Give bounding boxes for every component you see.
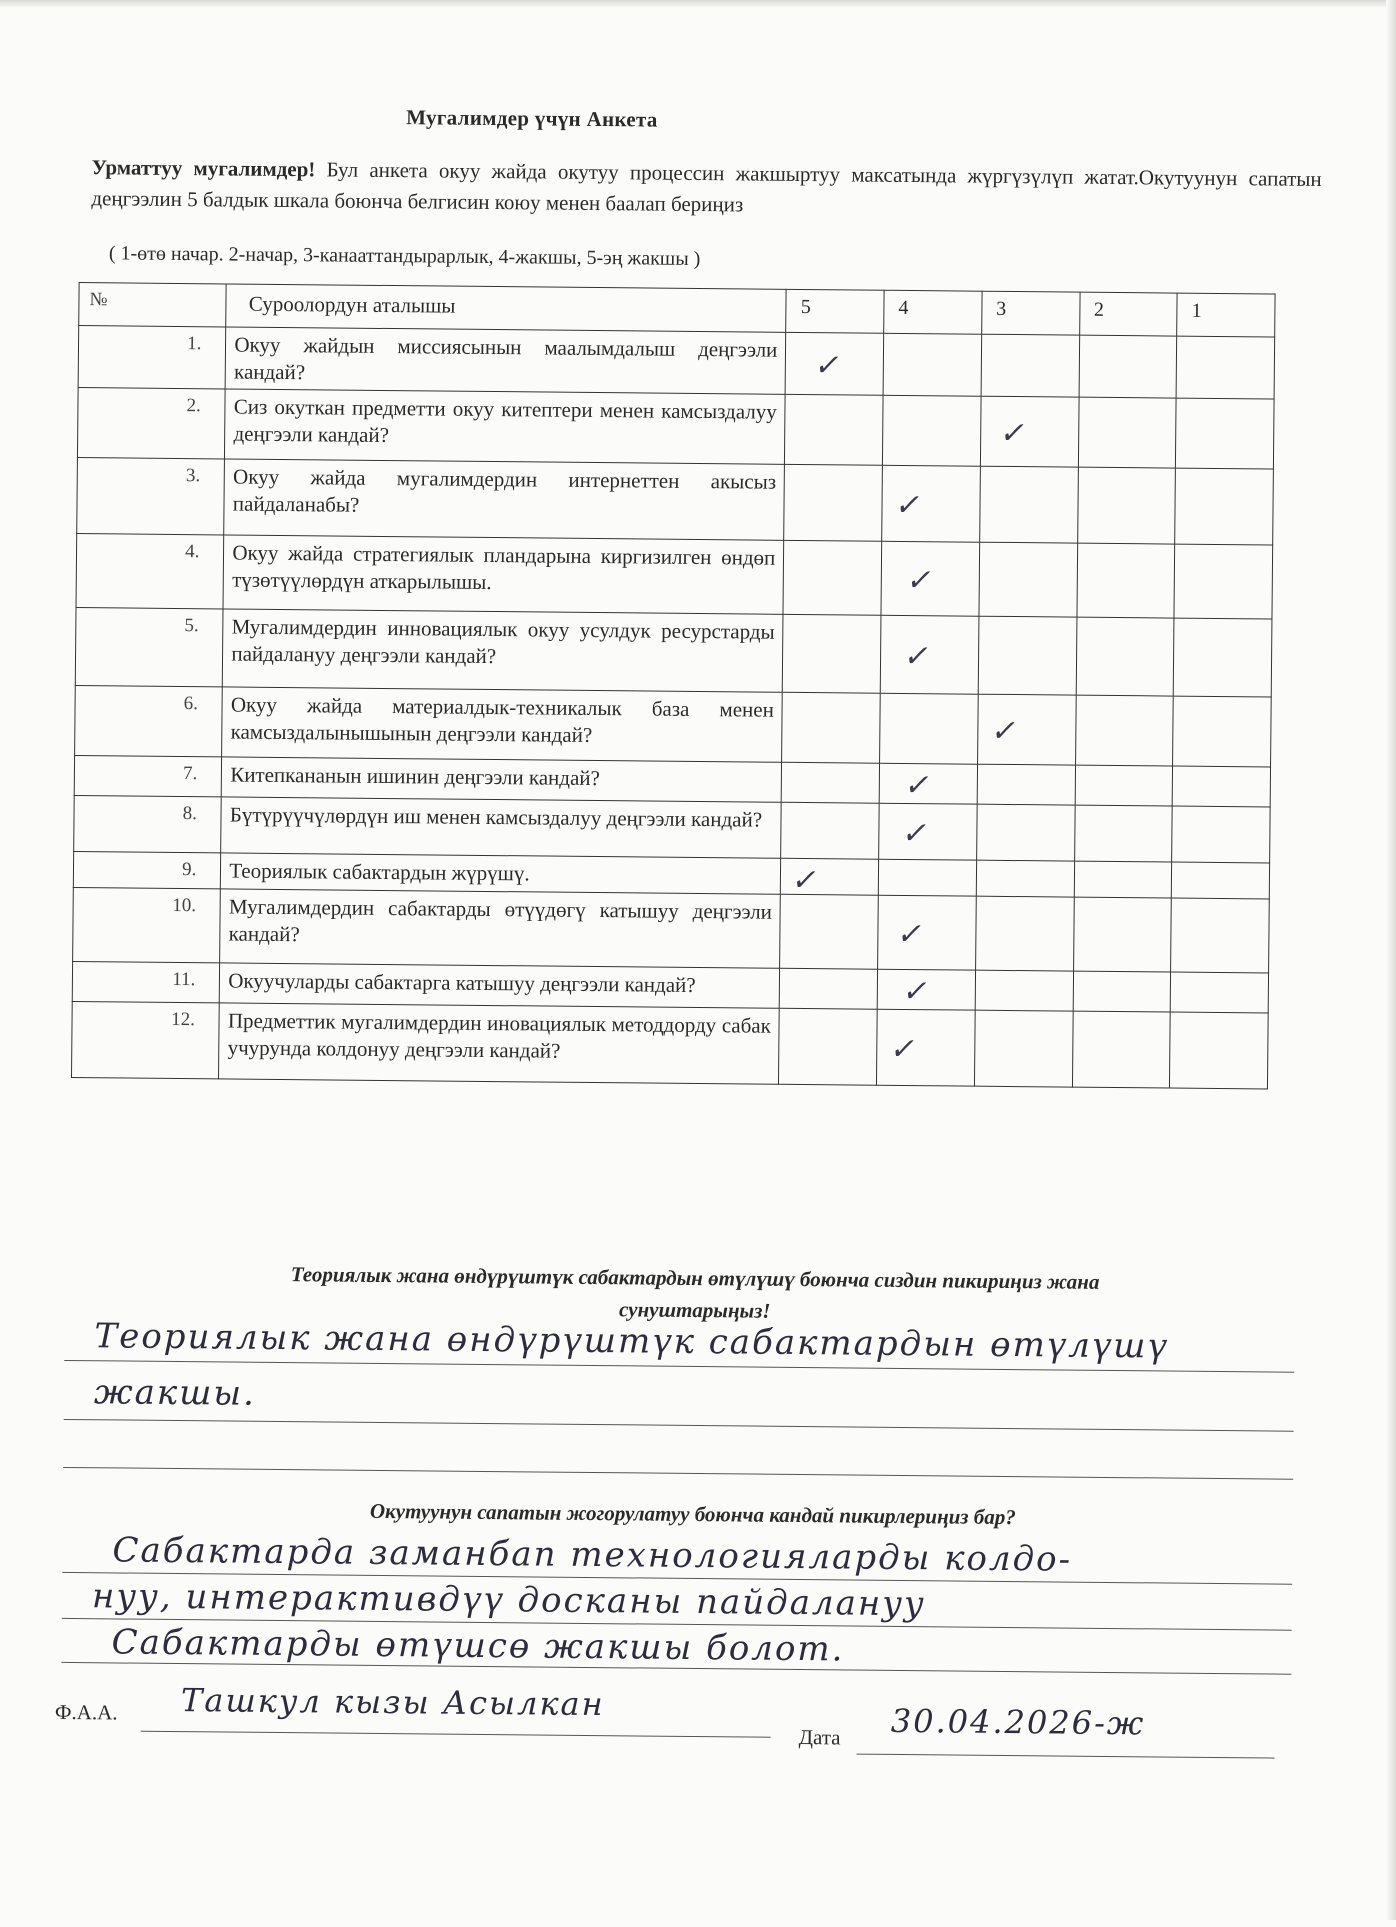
form-title: Мугалимдер үчүн Анкета [406, 105, 658, 132]
intro-paragraph [91, 152, 1322, 226]
score-cell-1[interactable] [1170, 1012, 1269, 1089]
score-cell-2[interactable] [1076, 543, 1174, 618]
row-question: Окуу жайдын миссиясынын маалымдалыш деңгээли кандай? [225, 327, 786, 394]
row-number: 11. [72, 962, 220, 1003]
section2-title: Окутуунун сапатын жогорулатуу боюнча кандай пикирлериңиз бар? [369, 1498, 1016, 1530]
score-cell-1[interactable] [1171, 862, 1269, 899]
row-question: Мугалимдердин сабактарды өтүүдөгү катышуу деңгээли кандай? [220, 889, 781, 968]
check-mark-icon: ✓ [903, 563, 937, 599]
table-row [72, 1002, 1269, 1089]
score-cell-5[interactable] [780, 968, 878, 1009]
score-cell-5[interactable] [785, 394, 883, 465]
check-mark-icon: ✓ [900, 974, 933, 1010]
row-question: Окуу жайда стратегиялык пландарына киргизилген өндөп түзөтүүлөрдүн аткарылышы. [223, 535, 784, 614]
check-mark-icon: ✓ [988, 713, 1022, 750]
score-cell-2[interactable] [1072, 1011, 1170, 1088]
score-cell-2[interactable] [1074, 861, 1172, 898]
name-underline [141, 1731, 771, 1738]
header-score-2: 2 [1079, 292, 1177, 336]
score-cell-4[interactable] [878, 859, 976, 896]
score-cell-4[interactable] [878, 895, 976, 970]
score-cell-2[interactable] [1075, 695, 1173, 766]
score-cell-1[interactable] [1175, 468, 1274, 545]
check-mark-icon: ✓ [902, 768, 935, 804]
scale-note: ( 1-өтө начар. 2-начар, 3-канааттандырарлык, 4-жакшы, 5-эң жакшы ) [108, 242, 701, 270]
score-cell-4[interactable] [877, 1009, 975, 1086]
score-cell-4[interactable] [880, 693, 978, 764]
score-cell-4[interactable] [881, 541, 979, 616]
section2-answer-line1: Сабактарда заманбап технологияларды колдо- [112, 1530, 1073, 1580]
date-label: Дата [798, 1725, 841, 1750]
score-cell-3[interactable] [977, 764, 1075, 805]
row-number: 5. [75, 608, 223, 687]
row-question: Предметтик мугалимдердин иновациялык методдорду сабак учурунда колдонуу деңгээли кандай? [219, 1003, 780, 1084]
answer-rule [64, 1419, 1294, 1432]
header-question: Суроолордун аталышы [226, 284, 786, 332]
score-cell-1[interactable] [1171, 898, 1269, 973]
check-mark-icon: ✓ [789, 862, 823, 899]
score-cell-5[interactable] [785, 332, 883, 395]
row-number: 8. [74, 796, 222, 853]
row-question: Окуучуларды сабактарга катышуу деңгээли кандай? [220, 963, 780, 1008]
section1-title-line2: сунуштарыңыз! [618, 1297, 771, 1323]
score-cell-3[interactable] [974, 1010, 1072, 1087]
check-mark-icon: ✓ [812, 348, 846, 384]
score-cell-5[interactable] [784, 464, 882, 541]
answer-rule [63, 1467, 1293, 1480]
score-cell-5[interactable] [783, 540, 881, 615]
score-cell-4[interactable] [877, 969, 975, 1010]
score-cell-4[interactable] [883, 333, 981, 396]
row-question: Бүтүрүүчүлөрдүн иш менен камсыздалуу деңгээли кандай? [221, 797, 782, 858]
score-cell-2[interactable] [1073, 971, 1171, 1012]
intro-greeting: Урматтуу мугалимдер! [91, 155, 316, 182]
score-cell-2[interactable] [1074, 805, 1172, 862]
row-question: Мугалимдердин инновациялык окуу усулдук ресурстарды пайдалануу деңгээли кандай? [223, 609, 784, 692]
row-question: Окуу жайда мугалимдердин интернеттен акысыз пайдаланабы? [224, 459, 785, 540]
check-mark-icon: ✓ [892, 487, 926, 524]
score-cell-5[interactable] [781, 802, 879, 859]
score-cell-2[interactable] [1078, 397, 1176, 468]
row-number: 7. [74, 756, 222, 797]
header-score-4: 4 [884, 290, 982, 334]
score-cell-1[interactable] [1176, 336, 1274, 399]
row-number: 12. [72, 1002, 220, 1079]
header-score-3: 3 [981, 291, 1079, 335]
score-cell-3[interactable] [977, 694, 1075, 765]
score-cell-1[interactable] [1173, 696, 1271, 767]
check-mark-icon: ✓ [899, 816, 933, 852]
score-cell-5[interactable] [782, 692, 880, 763]
score-cell-2[interactable] [1073, 897, 1171, 972]
table-row [77, 388, 1274, 469]
check-mark-icon: ✓ [887, 1031, 921, 1068]
score-cell-2[interactable] [1076, 617, 1174, 696]
section2-answer-line3: Сабактарды өтүшсө жакшы болот. [111, 1622, 845, 1670]
score-cell-3[interactable] [976, 860, 1074, 897]
header-score-5: 5 [786, 289, 884, 333]
score-cell-3[interactable] [978, 616, 1076, 695]
score-cell-4[interactable] [882, 395, 980, 466]
score-cell-1[interactable] [1174, 544, 1272, 619]
score-cell-2[interactable] [1079, 335, 1177, 398]
score-cell-5[interactable] [779, 1008, 877, 1085]
header-num: № [79, 283, 227, 327]
check-mark-icon: ✓ [997, 415, 1031, 452]
score-cell-3[interactable] [976, 804, 1074, 861]
score-cell-5[interactable] [780, 894, 878, 969]
row-number: 10. [73, 888, 221, 963]
score-cell-1[interactable] [1172, 806, 1270, 863]
row-number: 4. [76, 534, 224, 609]
score-cell-3[interactable] [979, 542, 1077, 617]
score-cell-3[interactable] [981, 334, 1079, 397]
table-row [75, 608, 1272, 697]
section1-answer-line2: жакшы. [93, 1372, 257, 1414]
score-cell-5[interactable] [782, 762, 880, 803]
score-cell-4[interactable] [882, 465, 980, 542]
row-number: 9. [73, 852, 221, 889]
score-cell-1[interactable] [1176, 398, 1274, 469]
score-cell-1[interactable] [1173, 618, 1272, 697]
name-value: Ташкул кызы Асылкан [180, 1681, 605, 1724]
row-number: 6. [75, 686, 223, 757]
table-row [75, 686, 1272, 767]
score-cell-5[interactable] [783, 614, 881, 693]
row-question: Окуу жайда материалдык-техникалык база менен камсыздалынышынын деңгээли кандай? [222, 687, 783, 762]
score-cell-3[interactable] [975, 896, 1073, 971]
date-underline [857, 1754, 1275, 1759]
score-cell-3[interactable] [979, 466, 1077, 543]
intro-text: Бул анкета окуу жайда окутуу процессин жакшыртуу максатында жүргүзүлүп жатат.Окутуунун сапатын деңгээлин 5 балдык шкала боюнча белгисин коюу менен баалап бериңиз [91, 157, 1322, 217]
row-number: 2. [77, 388, 225, 459]
header-score-1: 1 [1177, 293, 1275, 337]
table-row [78, 326, 1275, 399]
check-mark-icon: ✓ [894, 916, 928, 953]
score-cell-3[interactable] [980, 396, 1078, 467]
score-cell-3[interactable] [975, 970, 1073, 1011]
row-question: Китепкананын ишинин деңгээли кандай? [222, 757, 782, 802]
table-row [73, 888, 1270, 973]
table-body [72, 326, 1275, 1089]
score-cell-4[interactable] [879, 763, 977, 804]
section1-answer-line1: Теориялык жана өндүрүштүк сабактардын өтүлүшү [94, 1316, 1170, 1367]
row-number: 3. [77, 458, 225, 535]
score-cell-2[interactable] [1077, 467, 1175, 544]
row-question: Теориялык сабактардын жүрүшү. [221, 853, 781, 894]
name-label: Ф.А.А. [54, 1699, 118, 1725]
check-mark-icon: ✓ [901, 639, 935, 675]
date-value: 30.04.2026-ж [890, 1701, 1146, 1743]
score-cell-4[interactable] [880, 615, 978, 694]
score-cell-2[interactable] [1075, 765, 1173, 806]
table-row [77, 458, 1274, 545]
score-cell-4[interactable] [879, 803, 977, 860]
section1-title-line1: Теориялык жана өндүрүштүк сабактардын өтүлүшү боюнча сиздин пикириңиз жана [290, 1262, 1100, 1294]
row-question: Сиз окуткан предметти окуу китептери менен камсыздалуу деңгээли кандай? [225, 389, 786, 464]
row-number: 1. [78, 326, 226, 389]
section2-answer-line2: нуу, интерактивдүү досканы пайдалануу [91, 1576, 926, 1625]
score-cell-5[interactable] [781, 858, 879, 899]
survey-table [71, 282, 1276, 1089]
score-cell-1[interactable] [1170, 972, 1268, 1013]
score-cell-1[interactable] [1172, 766, 1270, 807]
table-row [76, 534, 1273, 619]
